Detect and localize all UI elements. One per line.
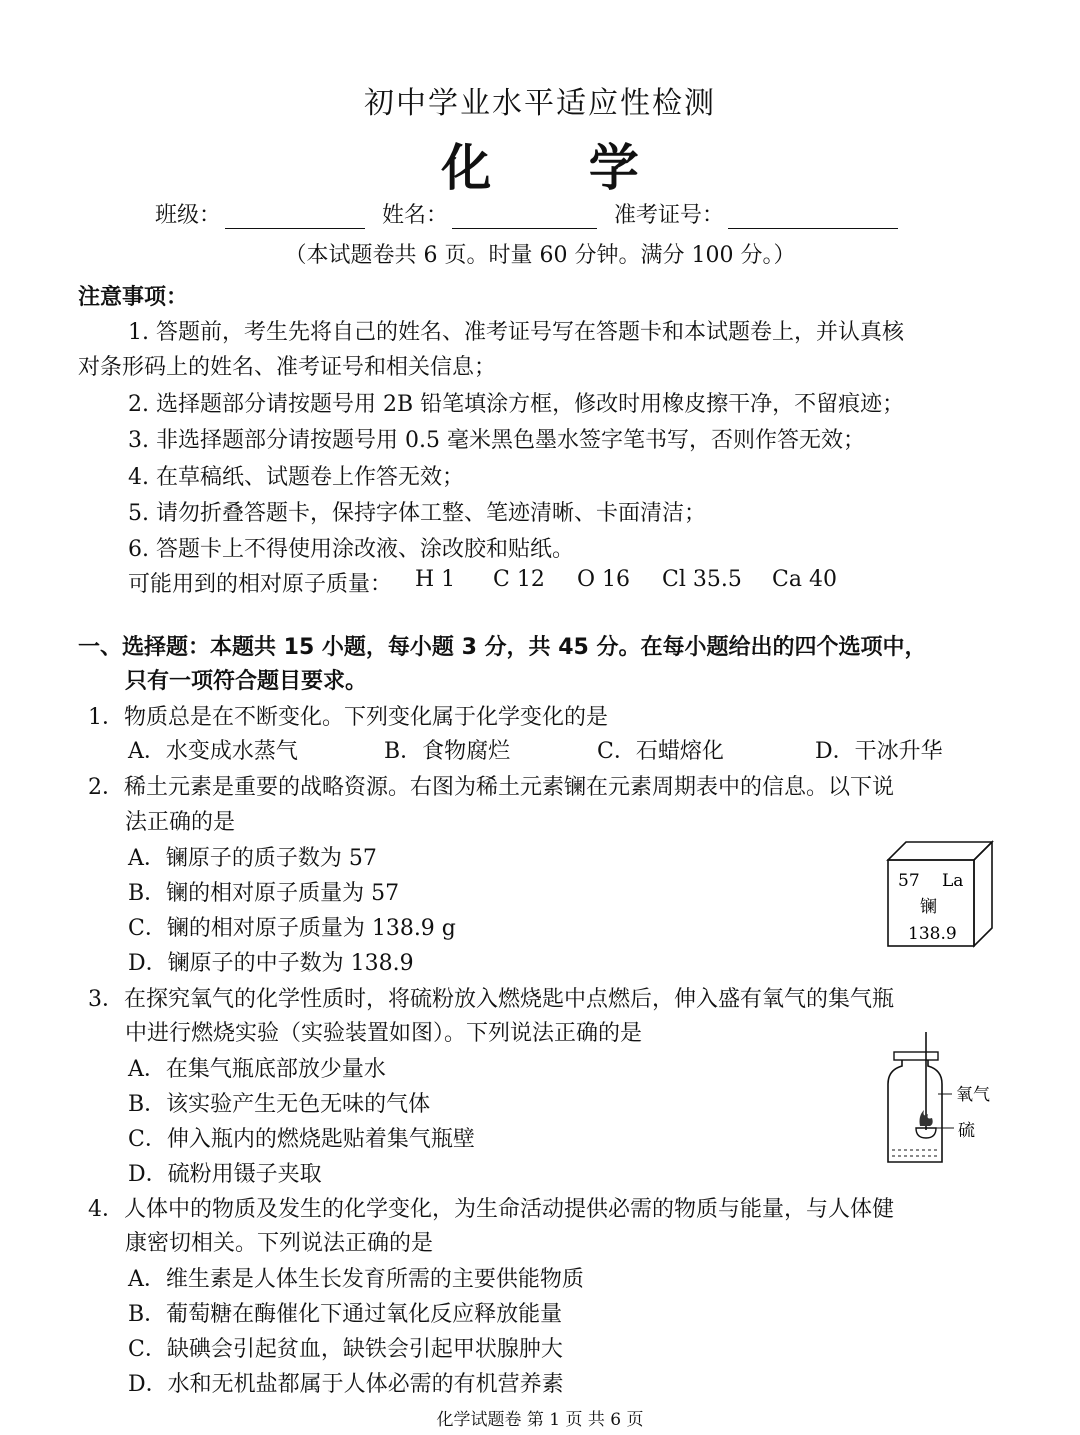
exam-subtitle: 初中学业水平适应性检测 <box>364 86 716 121</box>
atomic-mass-cl: Cl 35.5 <box>662 567 742 592</box>
atomic-mass-row <box>128 567 392 598</box>
q1-option-a: A．水变成水蒸气 <box>128 739 298 764</box>
notice-item: 5. 请勿折叠答题卡，保持字体工整、笔迹清晰、卡面清洁； <box>128 501 706 526</box>
question-3-stem: 3．在探究氧气的化学性质时，将硫粉放入燃烧匙中点燃后，伸入盛有氧气的集气瓶 <box>88 987 894 1012</box>
class-label: 班级： <box>155 203 222 228</box>
section-title-line2: 只有一项符合题目要求。 <box>125 669 368 694</box>
q2-option-c: C．镧的相对原子质量为 138.9 g <box>128 916 456 941</box>
element-symbol: La <box>942 871 964 891</box>
q2-option-a: A．镧原子的质子数为 57 <box>128 846 377 871</box>
atomic-mass-c: C 12 <box>493 567 545 592</box>
q4-option-b: B．葡萄糖在酶催化下通过氧化反应释放能量 <box>128 1302 563 1327</box>
lanthanum-element-figure <box>884 838 996 950</box>
q2-option-b: B．镧的相对原子质量为 57 <box>128 881 400 906</box>
subject-title: 化 学 <box>441 138 679 197</box>
bottle-cover <box>894 1052 938 1060</box>
q2-option-d: D．镧原子的中子数为 138.9 <box>128 951 414 976</box>
notice-item: 对条形码上的姓名、准考证号和相关信息； <box>78 355 497 380</box>
q4-option-c: C．缺碘会引起贫血，缺铁会引起甲状腺肿大 <box>128 1337 563 1362</box>
gas-bottle <box>888 1060 942 1162</box>
page-footer: 化学试题卷 第 1 页 共 6 页 <box>436 1410 644 1430</box>
element-number: 57 <box>898 871 920 891</box>
sulfur-combustion-apparatus <box>880 1030 1010 1170</box>
notice-title: 注意事项： <box>78 285 189 310</box>
notice-item: 4. 在草稿纸、试题卷上作答无效； <box>128 465 464 490</box>
notice-item: 6. 答题卡上不得使用涂改液、涂改胶和贴纸。 <box>128 537 574 562</box>
section-title-line1: 一、选择题：本题共 15 小题，每小题 3 分，共 45 分。在每小题给出的四个选项中， <box>78 635 927 660</box>
box-side-face <box>974 842 992 946</box>
oxygen-label: 氧气 <box>956 1085 990 1105</box>
exam-id-blank[interactable] <box>728 206 898 229</box>
question-3-stem-cont: 中进行燃烧实验（实验装置如图）。下列说法正确的是 <box>125 1021 643 1046</box>
page-info: （本试题卷共 6 页。时量 60 分钟。满分 100 分。） <box>284 243 796 268</box>
question-2-stem-cont: 法正确的是 <box>125 810 236 835</box>
atomic-mass-ca: Ca 40 <box>772 567 837 592</box>
q3-option-a: A．在集气瓶底部放少量水 <box>128 1057 386 1082</box>
q4-option-d: D．水和无机盐都属于人体必需的有机营养素 <box>128 1372 564 1397</box>
name-blank[interactable] <box>452 206 597 229</box>
q4-option-a: A．维生素是人体生长发育所需的主要供能物质 <box>128 1267 584 1292</box>
q3-option-d: D．硫粉用镊子夹取 <box>128 1162 322 1187</box>
name-label: 姓名： <box>382 203 449 228</box>
sulfur-label: 硫 <box>958 1121 975 1141</box>
q3-option-c: C．伸入瓶内的燃烧匙贴着集气瓶壁 <box>128 1127 475 1152</box>
element-mass: 138.9 <box>908 924 957 944</box>
element-name: 镧 <box>920 897 937 917</box>
notice-item: 3. 非选择题部分请按题号用 0.5 毫米黑色墨水签字笔书写，否则作答无效； <box>128 428 865 453</box>
q1-option-c: C．石蜡熔化 <box>597 739 724 764</box>
atomic-mass-label: 可能用到的相对原子质量： <box>128 572 393 597</box>
question-2-stem: 2．稀土元素是重要的战略资源。右图为稀土元素镧在元素周期表中的信息。以下说 <box>88 775 894 800</box>
atomic-mass-o: O 16 <box>577 567 631 592</box>
q1-option-d: D．干冰升华 <box>815 739 943 764</box>
atomic-mass-h: H 1 <box>415 567 456 592</box>
class-blank[interactable] <box>225 206 365 229</box>
question-1-stem: 1．物质总是在不断变化。下列变化属于化学变化的是 <box>88 705 608 730</box>
exam-id-label: 准考证号： <box>614 203 725 228</box>
q1-option-b: B．食物腐烂 <box>384 739 511 764</box>
student-info-row <box>155 198 908 229</box>
notice-item: 2. 选择题部分请按题号用 2B 铅笔填涂方框，修改时用橡皮擦干净，不留痕迹； <box>128 392 905 417</box>
question-4-stem-cont: 康密切相关。下列说法正确的是 <box>125 1231 434 1256</box>
notice-item: 1. 答题前，考生先将自己的姓名、准考证号写在答题卡和本试题卷上，并认真核 <box>128 320 904 345</box>
q3-option-b: B．该实验产生无色无味的气体 <box>128 1092 431 1117</box>
question-4-stem: 4．人体中的物质及发生的化学变化，为生命活动提供必需的物质与能量，与人体健 <box>88 1197 894 1222</box>
